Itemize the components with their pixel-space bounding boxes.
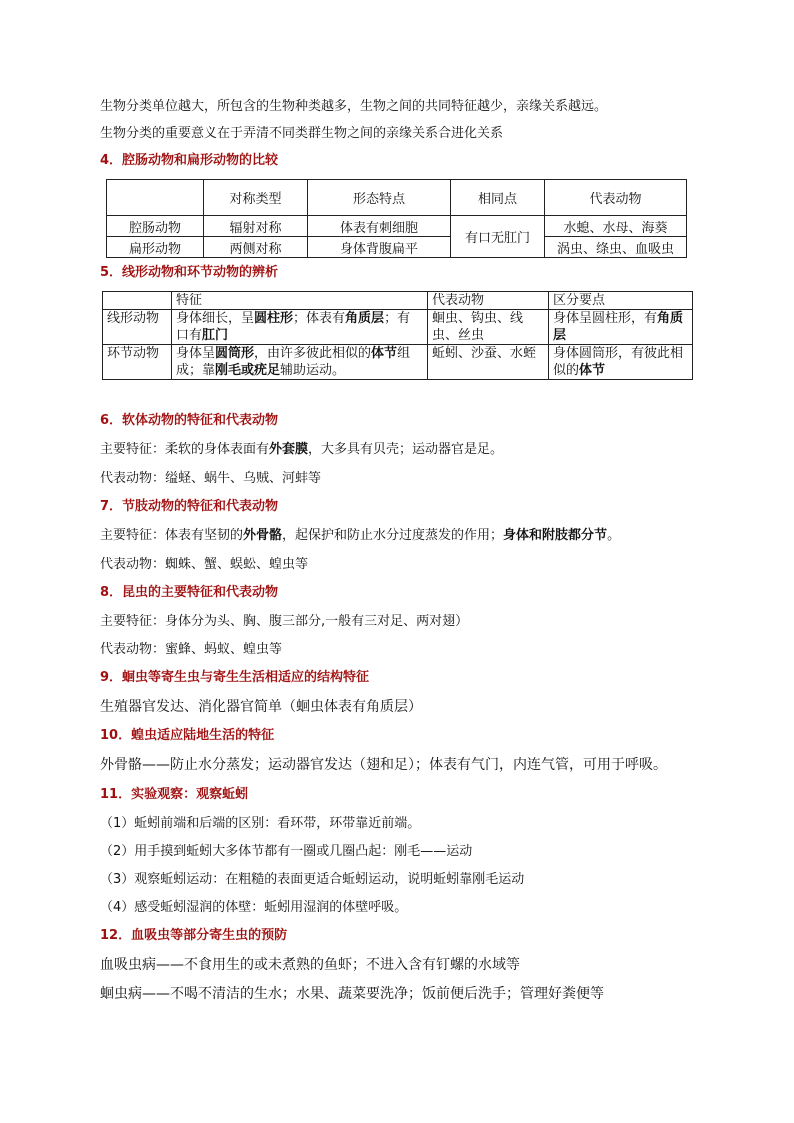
- section-9-text: 生殖器官发达、消化器官简单（蛔虫体表有角质层）: [100, 699, 422, 715]
- header-cell: 相同点: [451, 180, 545, 216]
- bold-text: 角质层: [553, 311, 684, 343]
- feature-cell: [172, 345, 428, 380]
- bold-text: 刚毛或疣足: [215, 363, 281, 378]
- list-item: 血吸虫病——不食用生的或未煮熟的鱼虾；不进入含有钉螺的水域等: [100, 957, 520, 973]
- section-7-heading: 7．节肢动物的特征和代表动物: [100, 499, 279, 514]
- cell: 体表有刺细胞: [308, 216, 451, 237]
- cell: 涡虫、绦虫、血吸虫: [545, 237, 687, 258]
- header-cell: 区分要点: [549, 292, 693, 310]
- bold-text: 体节: [371, 346, 398, 361]
- text: 身体细长，呈: [176, 311, 255, 326]
- text: ；有口有: [176, 311, 411, 343]
- list-item: 蛔虫病——不喝不清洁的生水；水果、蔬菜要洗净；饭前便后洗手；管理好粪便等: [100, 986, 604, 1002]
- header-cell: 形态特点: [308, 180, 451, 216]
- text: 身体呈: [176, 346, 216, 361]
- cell: 身体背腹扁平: [308, 237, 451, 258]
- bold-text: 圆筒形: [215, 346, 255, 361]
- list-item: （3）观察蚯蚓运动：在粗糙的表面更适合蚯蚓运动，说明蚯蚓靠刚毛运动: [100, 872, 525, 887]
- list-item: （2）用手摸到蚯蚓大多体节都有一圈或几圈凸起：刚毛——运动: [100, 844, 473, 859]
- header-cell: [103, 292, 172, 310]
- section-12-heading: 12．血吸虫等部分寄生虫的预防: [100, 928, 288, 943]
- cell: 扁形动物: [107, 237, 204, 258]
- text: 身体圆筒形，有彼此相似的: [553, 346, 684, 378]
- text: 主要特征：柔软的身体表面有: [100, 442, 270, 457]
- section-8-feature: 主要特征：身体分为头、胸、腹三部分,一般有三对足、两对翅）: [100, 614, 469, 629]
- cell: 蚯蚓、沙蚕、水蛭: [428, 345, 549, 380]
- common-feature-cell: 有口无肛门: [451, 216, 545, 258]
- cell: 蛔虫、钩虫、线虫、丝虫: [428, 310, 549, 345]
- text: 主要特征：体表有坚韧的: [100, 528, 244, 543]
- section-6-representatives: 代表动物：缢蛏、蜗牛、乌贼、河蚌等: [100, 471, 322, 486]
- header-cell: 代表动物: [428, 292, 549, 310]
- bold-text: 肛门: [202, 328, 229, 343]
- cell: 环节动物: [103, 345, 172, 380]
- section-8-representatives: 代表动物：蜜蜂、蚂蚁、蝗虫等: [100, 642, 283, 657]
- section-10-heading: 10．蝗虫适应陆地生活的特征: [100, 728, 275, 743]
- section-4-heading: 4．腔肠动物和扁形动物的比较: [100, 153, 279, 168]
- section-8-heading: 8．昆虫的主要特征和代表动物: [100, 585, 279, 600]
- table-row: [107, 237, 687, 258]
- section-11-heading: 11．实验观察：观察蚯蚓: [100, 787, 249, 802]
- bold-text: 角质层: [345, 311, 385, 326]
- list-item: （1）蚯蚓前端和后端的区别：看环带，环带靠近前端。: [100, 816, 421, 831]
- bold-text: 外套膜: [269, 442, 309, 457]
- section-7-feature: [100, 527, 620, 545]
- section-10-text: 外骨骼——防止水分蒸发；运动器官发达（翅和足）；体表有气门，内连气管，可用于呼吸。: [100, 757, 667, 773]
- text: ；体表有: [293, 311, 346, 326]
- comparison-table-nematode-annelid: [102, 291, 693, 380]
- intro-line-1: 生物分类单位越大，所包含的生物种类越多，生物之间的共同特征越少，亲缘关系越远。: [100, 99, 608, 114]
- section-7-representatives: 代表动物：蜘蛛、蟹、蜈蚣、蝗虫等: [100, 557, 309, 572]
- table-row: [103, 345, 693, 380]
- text: ，起保护和防止水分过度蒸发的作用；: [282, 528, 504, 543]
- bold-text: 圆柱形: [254, 311, 294, 326]
- section-9-heading: 9．蛔虫等寄生虫与寄生生活相适应的结构特征: [100, 670, 370, 685]
- text: ，由许多彼此相似的: [254, 346, 372, 361]
- header-cell: 代表动物: [545, 180, 687, 216]
- key-cell: [549, 310, 693, 345]
- section-5-heading: 5．线形动物和环节动物的辨析: [100, 265, 279, 280]
- cell: 腔肠动物: [107, 216, 204, 237]
- text: 身体呈圆柱形，有: [553, 311, 658, 326]
- section-6-heading: 6．软体动物的特征和代表动物: [100, 413, 279, 428]
- bold-text: 体节: [579, 363, 606, 378]
- table-row: [103, 310, 693, 345]
- table-header-row: [107, 180, 687, 216]
- comparison-table-coelenterate-flatworm: [106, 179, 687, 258]
- cell: 水螅、水母、海葵: [545, 216, 687, 237]
- feature-cell: [172, 310, 428, 345]
- list-item: （4）感受蚯蚓湿润的体壁：蚯蚓用湿润的体壁呼吸。: [100, 900, 408, 915]
- header-cell: 对称类型: [204, 180, 308, 216]
- bold-text: 外骨骼: [243, 528, 283, 543]
- text: 辅助运动。: [280, 363, 346, 378]
- section-6-feature: [100, 441, 503, 459]
- key-cell: [549, 345, 693, 380]
- bold-text: 身体和附肢都分节: [503, 528, 608, 543]
- text: ，大多具有贝壳；运动器官是足。: [308, 442, 504, 457]
- header-cell: [107, 180, 204, 216]
- intro-line-2: 生物分类的重要意义在于弄清不同类群生物之间的亲缘关系合进化关系: [100, 126, 504, 141]
- cell: 辐射对称: [204, 216, 308, 237]
- text: 组成；靠: [176, 346, 411, 378]
- table-header-row: [103, 292, 693, 310]
- table-row: [107, 216, 687, 237]
- cell: 两侧对称: [204, 237, 308, 258]
- header-cell: 特征: [172, 292, 428, 310]
- text: 。: [607, 528, 621, 543]
- cell: 线形动物: [103, 310, 172, 345]
